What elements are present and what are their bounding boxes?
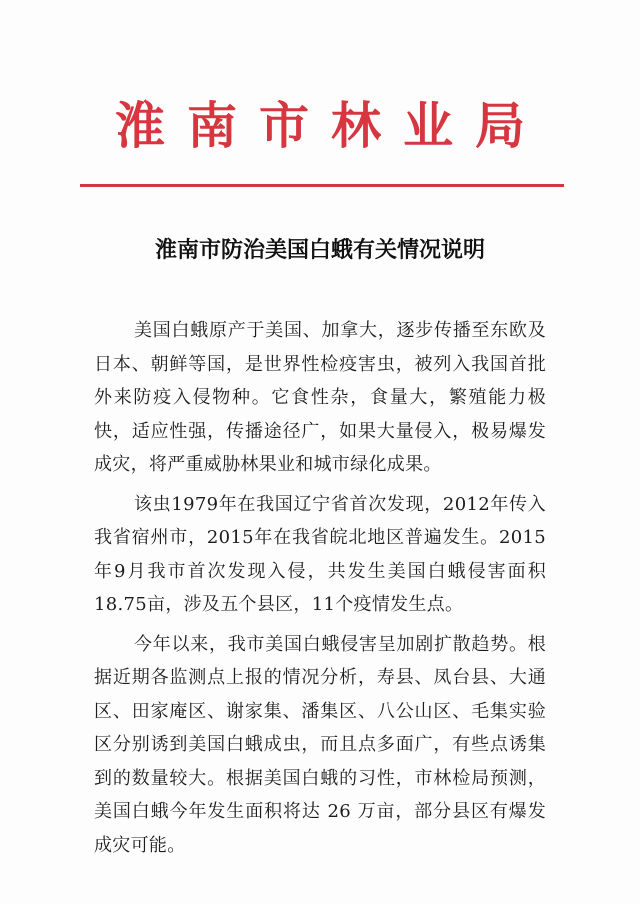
document-title: 淮南市防治美国白蛾有关情况说明 xyxy=(154,237,485,263)
paragraph-2: 该虫1979年在我国辽宁省首次发现，2012年传入我省宿州市，2015年在我省皖北地区普遍发生。2015年9月我市首次发现入侵，共发生美国白蛾侵害面积18.75亩，涉及五个县区，11个疫情发生点。 xyxy=(94,493,546,615)
letterhead-title: 淮南市林业局 xyxy=(115,96,547,155)
document-body xyxy=(94,314,546,868)
letterhead-divider xyxy=(80,184,564,187)
paragraph-1: 美国白蛾原产于美国、加拿大，逐步传播至东欧及日本、朝鲜等国，是世界性检疫害虫，被列入我国首批外来防疫入侵物种。它食性杂，食量大，繁殖能力极快，适应性强，传播途径广，如果大量侵入，极易爆发成灾，将严重威胁林果业和城市绿化成果。 xyxy=(94,320,546,475)
paragraph-3: 今年以来，我市美国白蛾侵害呈加剧扩散趋势。根据近期各监测点上报的情况分析，寿县、凤台县、大通区、田家庵区、谢家集、潘集区、八公山区、毛集实验区分别诱到美国白蛾成虫，而且点多面广，有些点诱集到的数量较大。根据美国白蛾的习性，市林检局预测，美国白蛾今年发生面积将达 26 万亩，部分县区有爆发成灾可能。 xyxy=(94,633,546,856)
